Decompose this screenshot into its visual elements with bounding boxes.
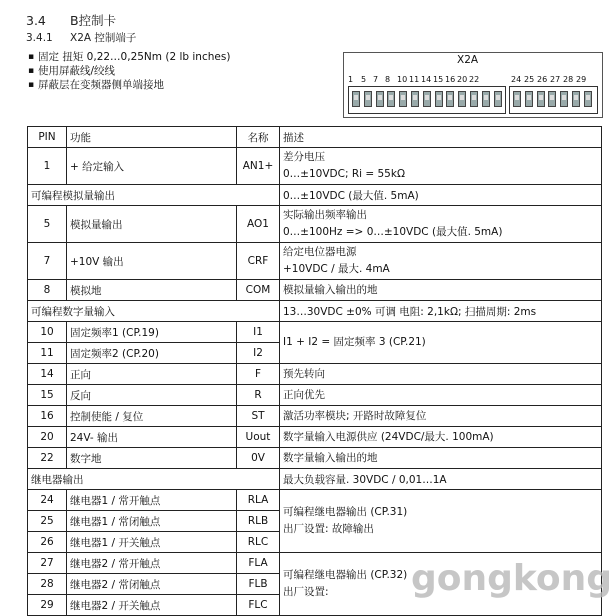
pin-number: 1: [28, 148, 67, 185]
terminal-diagram: [343, 52, 603, 118]
pin-function: +10V 输出: [67, 243, 237, 280]
terminal-pin: [572, 91, 580, 107]
note-item: ▪ 固定 扭矩 0,22…0,25Nm (2 lb inches): [38, 50, 230, 64]
description-line: 预先转向: [283, 367, 325, 380]
pin-function: 模拟量输出: [67, 206, 237, 243]
terminal-number: 1: [348, 75, 354, 84]
terminal-number: 14: [421, 75, 432, 84]
note-item: ▪ 屏蔽层在变频器侧单端接地: [38, 78, 230, 92]
table-row: [28, 206, 602, 243]
terminal-pin: [364, 91, 372, 107]
pin-description: [280, 406, 602, 427]
watermark-logo: gongkong: [411, 558, 613, 599]
pin-description: [280, 448, 602, 469]
table-row: [28, 364, 602, 385]
pin-function: 继电器2 / 常开触点: [67, 553, 237, 574]
terminal-number: 27: [550, 75, 561, 84]
group-description: 最大负载容量. 30VDC / 0,01…1A: [280, 469, 602, 490]
table-row: [28, 185, 602, 206]
terminal-label: X2A: [457, 54, 479, 66]
group-label: 可编程模拟量输出: [28, 185, 280, 206]
pin-table: [27, 126, 602, 616]
subsection-heading: [26, 30, 136, 45]
pin-function: 反向: [67, 385, 237, 406]
group-description: 13…30VDC ±0% 可调 电阻: 2,1kΩ; 扫描周期: 2ms: [280, 301, 602, 322]
pin-name: R: [237, 385, 280, 406]
table-row: [28, 243, 602, 280]
terminal-pin: [584, 91, 592, 107]
description-line: 出厂设置:: [283, 586, 329, 598]
table-row: [28, 322, 602, 343]
pin-name: CRF: [237, 243, 280, 280]
description-line: 出厂设置: 故障输出: [283, 523, 374, 535]
note-item: ▪ 使用屏蔽线/绞线: [38, 64, 230, 78]
group-label: 继电器输出: [28, 469, 280, 490]
group-description: 0…±10VDC (最大值. 5mA): [280, 185, 602, 206]
terminal-number: 15: [433, 75, 444, 84]
pin-function: 控制使能 / 复位: [67, 406, 237, 427]
table-header-cell: PIN: [28, 127, 67, 148]
description-line: 可编程继电器输出 (CP.32): [283, 569, 408, 581]
pin-name: RLA: [237, 490, 280, 511]
terminal-number: 5: [361, 75, 367, 84]
description-line: 模拟量输入输出的地: [283, 283, 378, 296]
description-line: +10VDC / 最大. 4mA: [283, 263, 390, 275]
pin-description: [280, 427, 602, 448]
pin-number: 14: [28, 364, 67, 385]
terminal-number: 10: [397, 75, 408, 84]
subsection-number: 3.4.1: [26, 32, 53, 44]
pin-number: 16: [28, 406, 67, 427]
terminal-number: 20: [457, 75, 468, 84]
pin-name: RLC: [237, 532, 280, 553]
terminal-number: 29: [576, 75, 587, 84]
table-row: [28, 427, 602, 448]
terminal-pin: [435, 91, 443, 107]
table-row: [28, 448, 602, 469]
subsection-title: X2A 控制端子: [70, 32, 137, 44]
description-line: I1 + I2 = 固定频率 3 (CP.21): [283, 336, 426, 348]
terminal-pin: [560, 91, 568, 107]
terminal-pin: [387, 91, 395, 107]
terminal-pin: [458, 91, 466, 107]
pin-description: [280, 206, 602, 243]
table-row: [28, 280, 602, 301]
terminal-pin: [446, 91, 454, 107]
terminal-number: 11: [409, 75, 420, 84]
table-row: [28, 385, 602, 406]
terminal-number: 25: [524, 75, 535, 84]
pin-number: 22: [28, 448, 67, 469]
terminal-pin: [399, 91, 407, 107]
terminal-pin: [513, 91, 521, 107]
terminal-pin: [494, 91, 502, 107]
terminal-block-left: [348, 86, 506, 114]
pin-function: 数字地: [67, 448, 237, 469]
pin-function: 继电器1 / 常闭触点: [67, 511, 237, 532]
table-header-cell: 功能: [67, 127, 237, 148]
pin-name: I2: [237, 343, 280, 364]
terminal-number: 7: [373, 75, 379, 84]
table-header-row: [28, 127, 602, 148]
terminal-number: 26: [537, 75, 548, 84]
pin-name: F: [237, 364, 280, 385]
terminal-pin: [482, 91, 490, 107]
pin-number: 11: [28, 343, 67, 364]
pin-function: 模拟地: [67, 280, 237, 301]
pin-name: RLB: [237, 511, 280, 532]
pin-function: 24V- 输出: [67, 427, 237, 448]
terminal-number: 8: [385, 75, 391, 84]
description-line: 0…±10VDC; Ri = 55kΩ: [283, 168, 405, 180]
pin-number: 26: [28, 532, 67, 553]
terminal-pin: [423, 91, 431, 107]
table-row: [28, 469, 602, 490]
description-line: 0…±100Hz => 0…±10VDC (最大值. 5mA): [283, 226, 503, 238]
pin-function: 继电器1 / 开关触点: [67, 532, 237, 553]
pin-name: AO1: [237, 206, 280, 243]
pin-description: [280, 148, 602, 185]
pin-description: [280, 364, 602, 385]
section-title: B控制卡: [70, 13, 117, 28]
pin-name: FLB: [237, 574, 280, 595]
table-row: [28, 301, 602, 322]
table-row: [28, 490, 602, 511]
description-line: 给定电位器电源: [283, 246, 357, 258]
pin-description: [280, 280, 602, 301]
pin-number: 8: [28, 280, 67, 301]
description-line: 差分电压: [283, 151, 325, 163]
description-line: 可编程继电器输出 (CP.31): [283, 506, 408, 518]
pin-description: [280, 322, 602, 364]
pin-function: + 给定输入: [67, 148, 237, 185]
pin-function: 继电器2 / 常闭触点: [67, 574, 237, 595]
terminal-number: 16: [445, 75, 456, 84]
pin-number: 28: [28, 574, 67, 595]
pin-number: 20: [28, 427, 67, 448]
terminal-number: 24: [511, 75, 522, 84]
terminal-number: 28: [563, 75, 574, 84]
pin-name: I1: [237, 322, 280, 343]
terminal-pin: [411, 91, 419, 107]
description-line: 激活功率模块; 开路时故障复位: [283, 409, 427, 422]
section-number: 3.4: [26, 13, 46, 28]
section-heading: [26, 11, 116, 29]
pin-number: 15: [28, 385, 67, 406]
description-line: 正向优先: [283, 388, 325, 401]
terminal-number: 22: [469, 75, 480, 84]
terminal-pin: [376, 91, 384, 107]
pin-function: 固定频率1 (CP.19): [67, 322, 237, 343]
description-line: 数字量输入输出的地: [283, 451, 378, 464]
pin-number: 29: [28, 595, 67, 616]
terminal-block-right: [509, 86, 598, 114]
pin-function: 继电器2 / 开关触点: [67, 595, 237, 616]
pin-number: 10: [28, 322, 67, 343]
pin-function: 正向: [67, 364, 237, 385]
pin-description: [280, 385, 602, 406]
table-row: [28, 148, 602, 185]
description-line: 实际输出频率输出: [283, 209, 367, 221]
notes-list: [38, 50, 230, 92]
pin-name: Uout: [237, 427, 280, 448]
terminal-pin: [548, 91, 556, 107]
pin-name: 0V: [237, 448, 280, 469]
table-header-cell: 描述: [280, 127, 602, 148]
pin-description: [280, 490, 602, 553]
pin-number: 24: [28, 490, 67, 511]
pin-number: 5: [28, 206, 67, 243]
pin-name: FLA: [237, 553, 280, 574]
pin-number: 25: [28, 511, 67, 532]
pin-function: 继电器1 / 常开触点: [67, 490, 237, 511]
terminal-pin: [470, 91, 478, 107]
table-row: [28, 406, 602, 427]
pin-function: 固定频率2 (CP.20): [67, 343, 237, 364]
terminal-pin: [352, 91, 360, 107]
table-header-cell: 名称: [237, 127, 280, 148]
pin-name: FLC: [237, 595, 280, 616]
pin-number: 7: [28, 243, 67, 280]
pin-name: AN1+: [237, 148, 280, 185]
pin-number: 27: [28, 553, 67, 574]
terminal-pin: [525, 91, 533, 107]
terminal-pin: [537, 91, 545, 107]
group-label: 可编程数字量输入: [28, 301, 280, 322]
pin-name: ST: [237, 406, 280, 427]
description-line: 数字量输入电源供应 (24VDC/最大. 100mA): [283, 430, 494, 443]
pin-description: [280, 243, 602, 280]
pin-name: COM: [237, 280, 280, 301]
